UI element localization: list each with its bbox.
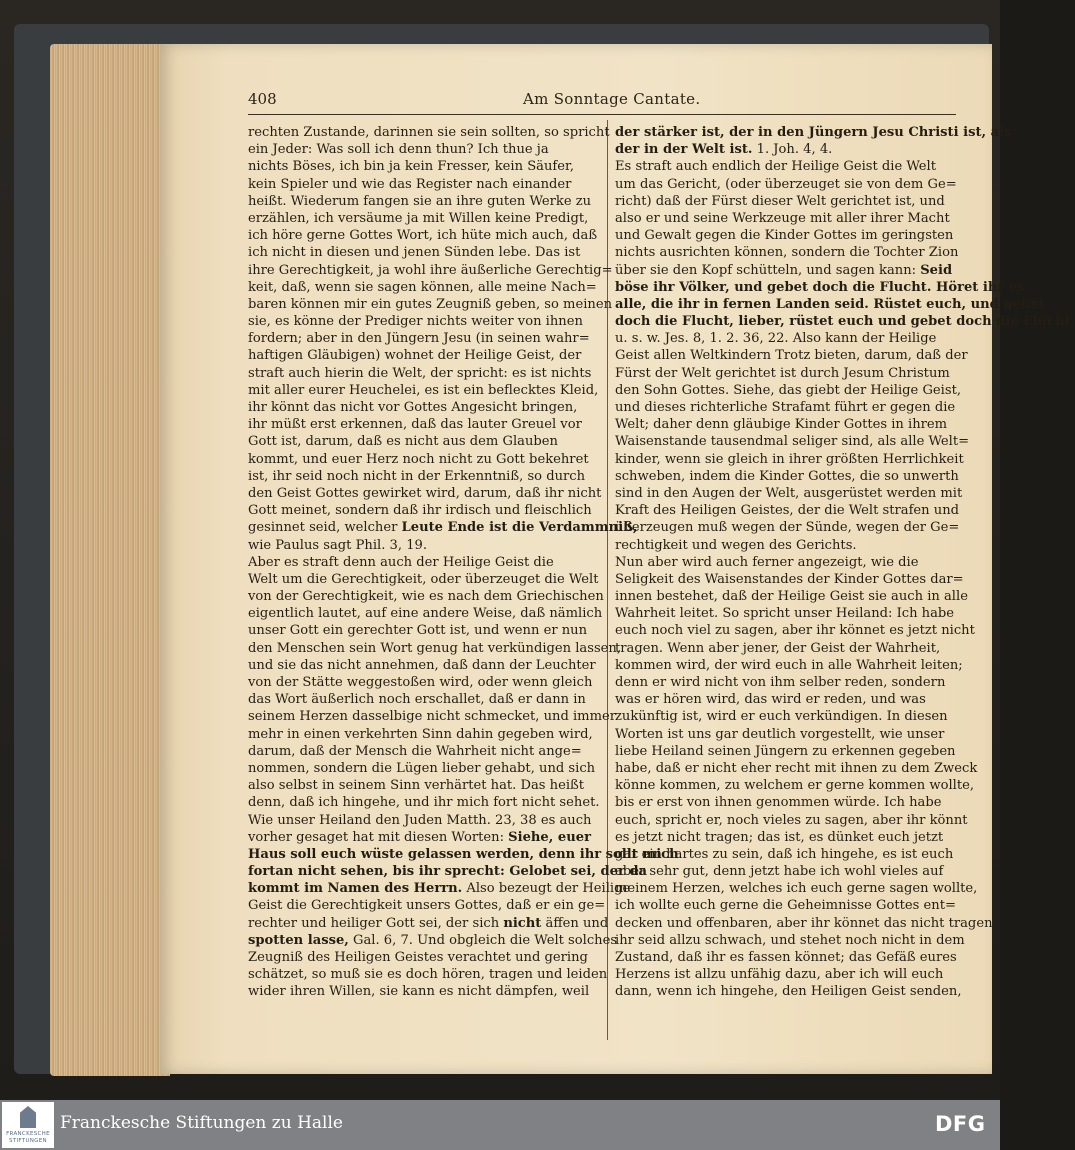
text-run: also selbst in seinem Sinn verhärtet hat. Das heißt [248, 778, 585, 794]
text-line [248, 846, 679, 863]
text-line [615, 502, 960, 519]
text-line [248, 296, 613, 313]
text-run: darum, daß der Mensch die Wahrheit nicht ange= [248, 743, 582, 759]
text-run: den Menschen sein Wort genug hat verkündigen lassen, [248, 640, 622, 656]
text-line [248, 279, 600, 296]
bold-text-run: spotten lasse, [248, 932, 349, 948]
text-run: fordern; aber in den Jüngern Jesu (in seinen wahr= [248, 331, 590, 347]
text-run: ihr könnt das nicht vor Gottes Angesicht bringen, [248, 400, 578, 415]
text-run: eigentlich lautet, auf eine andere Weise, daß nämlich [248, 606, 603, 622]
logo-text: FRANCKESCHE STIFTUNGEN [6, 1131, 50, 1144]
text-run: könne kommen, zu welchem er gerne kommen wollte, [615, 778, 975, 794]
text-run: Kraft des Heiligen Geistes, der die Welt strafen und [615, 503, 960, 519]
text-run: bis er erst von ihnen genommen würde. Ich habe [615, 795, 942, 811]
text-run: Nun aber wird auch ferner angezeigt, wie die [615, 554, 919, 570]
text-run: richt) daß der Fürst dieser Welt gerichtet ist, und [615, 193, 945, 209]
text-line [248, 726, 600, 743]
text-line [248, 365, 600, 382]
text-line [615, 227, 960, 244]
text-run: wider ihren Willen, sie kann es nicht dämpfen, weil [248, 984, 590, 1000]
text-line [248, 777, 600, 794]
text-run: haftigen Gläubigen) wohnet der Heilige Geist, der [248, 348, 582, 364]
text-run: liebe Heiland seinen Jüngern zu erkennen gegeben [615, 743, 956, 759]
text-line [615, 399, 960, 416]
text-run: mehr in einen verkehrten Sinn dahin gegeben wird, [248, 726, 593, 742]
text-line [248, 210, 600, 227]
text-line [615, 829, 960, 846]
text-run: Zeugniß des Heiligen Geistes verachtet und gering [248, 950, 588, 965]
text-line [615, 416, 960, 433]
text-line [248, 743, 600, 760]
text-run: ist, ihr seid noch nicht in der Erkenntniß, so durch [248, 468, 586, 484]
text-run: Aber es straft denn auch der Heilige Geist die [248, 554, 554, 570]
text-run: das Wort äußerlich noch erschallet, daß er dann in [248, 692, 586, 708]
text-line [248, 347, 600, 364]
text-run: ihr müßt erst erkennen, daß das lauter Greuel vor [248, 417, 582, 433]
dfg-logo[interactable]: DFG [935, 1112, 986, 1136]
text-run: unser Gott ein gerechter Gott ist, und wenn er nun [248, 623, 588, 639]
text-run: es jetzt nicht tragen; das ist, es dünket euch jetzt [615, 829, 944, 845]
text-line [615, 932, 965, 949]
text-run: seinem Herzen dasselbige nicht schmecket, und immer [248, 709, 617, 725]
text-line [615, 794, 960, 811]
text-run: nommen, sondern die Lügen lieber gehabt, und sich [248, 760, 596, 776]
text-run: gar ein hartes zu sein, daß ich hingehe, es ist euch [615, 846, 954, 862]
text-line [248, 674, 600, 691]
text-line [248, 399, 600, 416]
text-line [615, 897, 960, 914]
text-line [615, 760, 978, 777]
text-line [248, 880, 631, 897]
text-line [248, 416, 600, 433]
text-line [615, 571, 964, 588]
text-run: baren können mir ein gutes Zeugniß geben, so meinen [248, 296, 613, 312]
text-line [615, 846, 960, 863]
text-line [248, 330, 600, 347]
text-line [615, 915, 997, 932]
text-run: keit, daß, wenn sie sagen können, alle meine Nach= [248, 279, 597, 295]
text-run: den Geist Gottes gewirket wird, darum, daß ihr nicht [248, 485, 602, 501]
text-line [248, 605, 603, 622]
text-line [248, 949, 600, 966]
text-line [248, 708, 617, 725]
text-run: von der Stätte weggestoßen wird, oder wenn gleich [248, 675, 593, 690]
bold-text-run: fortan nicht sehen, bis ihr sprecht: Gelobet sei, der da [248, 864, 648, 880]
text-line [248, 451, 600, 468]
text-run: rechten Zustande, darinnen sie sein sollten, so spricht [248, 125, 610, 140]
text-run: Es straft auch endlich der Heilige Geist die Welt [615, 159, 936, 175]
text-line [615, 313, 1075, 330]
text-line [615, 519, 960, 536]
bold-text-run: nicht [503, 915, 542, 931]
text-run: und sie das nicht annehmen, daß dann der Leuchter [248, 657, 596, 673]
text-run: vorher gesaget hat mit diesen Worten: [248, 829, 509, 845]
text-run: Welt; daher denn gläubige Kinder Gottes in ihrem [615, 417, 948, 433]
text-run: nichts ausrichten können, sondern die Tochter Zion [615, 245, 959, 261]
text-line [615, 296, 1045, 313]
text-run: Herzens ist allzu unfähig dazu, aber ich will euch [615, 967, 944, 983]
text-line [248, 158, 600, 175]
text-line [248, 966, 608, 983]
text-line [615, 863, 960, 880]
text-run: kinder, wenn sie gleich in ihrer größten Herrlichkeit [615, 451, 964, 467]
text-run: 1. Joh. 4, 4. [752, 142, 833, 158]
text-line [615, 726, 960, 743]
book-page [160, 44, 1075, 1074]
text-line [248, 433, 600, 450]
text-line [248, 657, 600, 674]
text-run: und Gewalt gegen die Kinder Gottes im geringsten [615, 228, 954, 244]
text-run: Wahrheit leitet. So spricht unser Heiland: Ich habe [615, 606, 955, 622]
text-run: gesinnet seid, welcher [248, 520, 402, 536]
text-line [615, 743, 960, 760]
header-rule [248, 114, 956, 115]
text-line [248, 227, 600, 244]
bold-text-run: Siehe, euer [508, 829, 591, 845]
text-run: denn, daß ich hingehe, und ihr mich fort nicht sehet. [248, 795, 600, 811]
text-line [248, 262, 613, 279]
text-run: schätzet, so muß sie es doch hören, tragen und leiden [248, 967, 608, 983]
text-line [615, 210, 960, 227]
bold-text-run: doch die Flucht, lieber, rüstet euch und gebet doch die Flucht, [615, 314, 1075, 330]
text-run: straft auch hierin die Welt, der spricht: es ist nichts [248, 365, 592, 381]
text-line [248, 863, 648, 880]
text-run: Zustand, daß ihr es fassen könnet; das Gefäß eures [615, 950, 957, 965]
text-line [248, 983, 600, 1000]
text-line [615, 158, 960, 175]
text-run: um das Gericht, (oder überzeuget sie von dem Ge= [615, 176, 957, 192]
text-line [248, 897, 606, 914]
text-line [248, 794, 600, 811]
text-line [615, 674, 960, 691]
text-run: kommen wird, der wird euch in alle Wahrheit leiten; [615, 657, 963, 673]
text-line [248, 485, 600, 502]
text-line [248, 571, 600, 588]
bold-text-run: der stärker ist, der in den Jüngern Jesu Christi ist, als [615, 125, 1012, 140]
text-run: ich wollte euch gerne die Geheimnisse Gottes ent= [615, 898, 956, 914]
text-run: kommt, und euer Herz noch nicht zu Gott bekehret [248, 451, 589, 467]
building-icon [20, 1106, 36, 1128]
text-line [615, 537, 960, 554]
text-run: Worten ist uns gar deutlich vorgestellt, wie unser [615, 726, 945, 742]
text-line [248, 640, 622, 657]
text-run: rechter und heiliger Gott sei, der sich [248, 915, 504, 931]
text-line [615, 262, 960, 279]
text-run: euch, spricht er, noch vieles zu sagen, aber ihr könnt [615, 812, 968, 828]
text-line [615, 708, 960, 725]
text-line [615, 365, 960, 382]
text-line [248, 588, 604, 605]
text-run: ihre Gerechtigkeit, ja wohl ihre äußerliche Gerechtig= [248, 262, 613, 278]
page-edges [50, 44, 170, 1076]
page-number: 408 [248, 90, 277, 108]
text-line [615, 124, 1012, 141]
text-line [248, 193, 600, 210]
text-line [248, 502, 600, 519]
text-run: u. s. w. Jes. 8, 1. 2. 36, 22. Also kann der Heilige [615, 331, 937, 347]
text-line [615, 176, 960, 193]
text-run: tragen. Wenn aber jener, der Geist der Wahrheit, [615, 640, 941, 656]
text-run: Gal. 6, 7. Und obgleich die Welt solches [348, 932, 618, 948]
bold-text-run: kommt im Namen des Herrn. [248, 881, 463, 897]
text-line [615, 141, 960, 158]
running-title: Am Sonntage Cantate. [523, 90, 701, 108]
text-run: Also bezeugt der Heilige [462, 881, 631, 897]
text-run: habe, daß er nicht eher recht mit ihnen zu dem Zweck [615, 760, 978, 776]
text-run: Seligkeit des Waisenstandes der Kinder Gottes dar= [615, 571, 964, 587]
text-line [615, 433, 970, 450]
text-run: sie, es könne der Prediger nichts weiter von ihnen [248, 314, 583, 330]
text-run: meinem Herzen, welches ich euch gerne sagen wollte, [615, 881, 978, 897]
column-divider [607, 120, 608, 1040]
text-run: dann, wenn ich hingehe, den Heiligen Geist senden, [615, 984, 962, 1000]
text-run: schweben, indem die Kinder Gottes, die so unwerth [615, 468, 959, 484]
text-line [615, 451, 964, 468]
text-run: wie Paulus sagt Phil. 3, 19. [248, 537, 428, 553]
text-run: rechtigkeit und wegen des Gerichts. [615, 537, 857, 553]
text-run: aber sehr gut, denn jetzt habe ich wohl vieles auf [615, 864, 944, 880]
text-line [248, 932, 618, 949]
text-line [248, 382, 600, 399]
bold-text-run: Leute Ende ist die Verdammniß, [401, 520, 638, 536]
bold-text-run: Haus soll euch wüste gelassen werden, denn ihr sollt mich [248, 846, 679, 862]
text-line [615, 605, 960, 622]
text-line [615, 193, 960, 210]
text-line [248, 915, 609, 932]
text-line [615, 640, 960, 657]
text-run: mit aller eurer Heuchelei, es ist ein beflecktes Kleid, [248, 382, 599, 398]
text-column-left [248, 124, 679, 1001]
text-run: innen bestehet, daß der Heilige Geist sie auch in alle [615, 589, 968, 605]
text-line [248, 829, 600, 846]
text-line [615, 468, 960, 485]
text-line [248, 812, 600, 829]
text-run: zukünftig ist, wird er euch verkündigen. In diesen [615, 709, 948, 725]
text-line [615, 622, 975, 639]
text-line [248, 176, 600, 193]
text-run: nichts Böses, ich bin ja kein Fresser, kein Säufer, [248, 159, 574, 175]
text-run: von der Gerechtigkeit, wie es nach dem Griechischen [248, 589, 604, 605]
page-header [248, 88, 948, 114]
text-run: also er und seine Werkzeuge mit aller ihrer Macht [615, 210, 950, 226]
text-line [248, 760, 600, 777]
text-line [615, 244, 960, 261]
text-run: Fürst der Welt gerichtet ist durch Jesum Christum [615, 365, 950, 381]
bold-text-run: Seid [920, 262, 953, 278]
text-line [248, 141, 600, 158]
text-run: den Sohn Gottes. Siehe, das giebt der Heilige Geist, [615, 382, 961, 398]
text-run: Geist allen Weltkindern Trotz bieten, darum, daß der [615, 348, 968, 364]
institution-logo[interactable] [2, 1102, 54, 1148]
text-line [248, 554, 600, 571]
text-line [248, 124, 610, 141]
text-line [615, 812, 968, 829]
text-line [615, 554, 960, 571]
text-run: äffen und [541, 915, 609, 931]
text-line [248, 622, 600, 639]
text-run: was er hören wird, das wird er reden, und was [615, 692, 926, 708]
text-run: kein Spieler und wie das Register nach einander [248, 176, 572, 192]
text-run: Welt um die Gerechtigkeit, oder überzeuget die Welt [248, 571, 599, 587]
text-run: Waisenstande tausendmal seliger sind, als alle Welt= [615, 434, 970, 450]
text-line [248, 519, 638, 536]
text-run: decken und offenbaren, aber ihr könnet das nicht tragen; [615, 915, 997, 931]
text-line [615, 347, 968, 364]
text-run: euch noch viel zu sagen, aber ihr könnet es jetzt nicht [615, 623, 975, 639]
text-line [615, 330, 960, 347]
text-run: über sie den Kopf schütteln, und sagen kann: [615, 262, 921, 278]
text-run: Wie unser Heiland den Juden Matth. 23, 38 es auch [248, 812, 592, 828]
text-line [615, 485, 963, 502]
text-line [615, 966, 960, 983]
text-run: ein Jeder: Was soll ich denn thun? Ich thue ja [248, 142, 549, 158]
text-line [615, 691, 960, 708]
text-line [248, 244, 600, 261]
bold-text-run: der in der Welt ist. [615, 142, 753, 158]
text-line [615, 588, 968, 605]
text-line [248, 537, 600, 554]
text-line [248, 313, 600, 330]
text-line [615, 657, 963, 674]
text-line [615, 949, 960, 966]
text-run: und dieses richterliche Strafamt führt er gegen die [615, 400, 956, 415]
text-run: ihr seid allzu schwach, und stehet noch nicht in dem [615, 932, 965, 948]
text-line [615, 880, 978, 897]
bold-text-run: böse ihr Völker, und gebet doch die Flucht. Höret ihr es [615, 279, 1025, 295]
text-run: ich höre gerne Gottes Wort, ich hüte mich auch, daß [248, 228, 598, 244]
text-line [615, 382, 960, 399]
institution-name: Franckesche Stiftungen zu Halle [60, 1113, 343, 1133]
text-run: denn er wird nicht von ihm selber reden, sondern [615, 675, 946, 690]
text-line [615, 279, 1025, 296]
text-line [248, 691, 600, 708]
text-run: Gott ist, darum, daß es nicht aus dem Glauben [248, 434, 558, 450]
bold-text-run: alle, die ihr in fernen Landen seid. Rüstet euch, und gebet [615, 296, 1045, 312]
text-column-right [615, 124, 1075, 1001]
text-run: Gott meinet, sondern daß ihr irdisch und fleischlich [248, 503, 592, 519]
text-line [615, 983, 960, 1000]
text-line [248, 468, 600, 485]
text-run: erzählen, ich versäume ja mit Willen keine Predigt, [248, 210, 589, 226]
text-run: ich nicht in diesen und jenen Sünden lebe. Das ist [248, 245, 581, 261]
text-run: überzeugen muß wegen der Sünde, wegen der Ge= [615, 520, 960, 536]
text-run: Geist die Gerechtigkeit unsers Gottes, daß er ein ge= [248, 898, 606, 914]
text-line [615, 777, 975, 794]
text-run: heißt. Wiederum fangen sie an ihre guten Werke zu [248, 193, 592, 209]
text-run: sind in den Augen der Welt, ausgerüstet werden mit [615, 485, 963, 501]
